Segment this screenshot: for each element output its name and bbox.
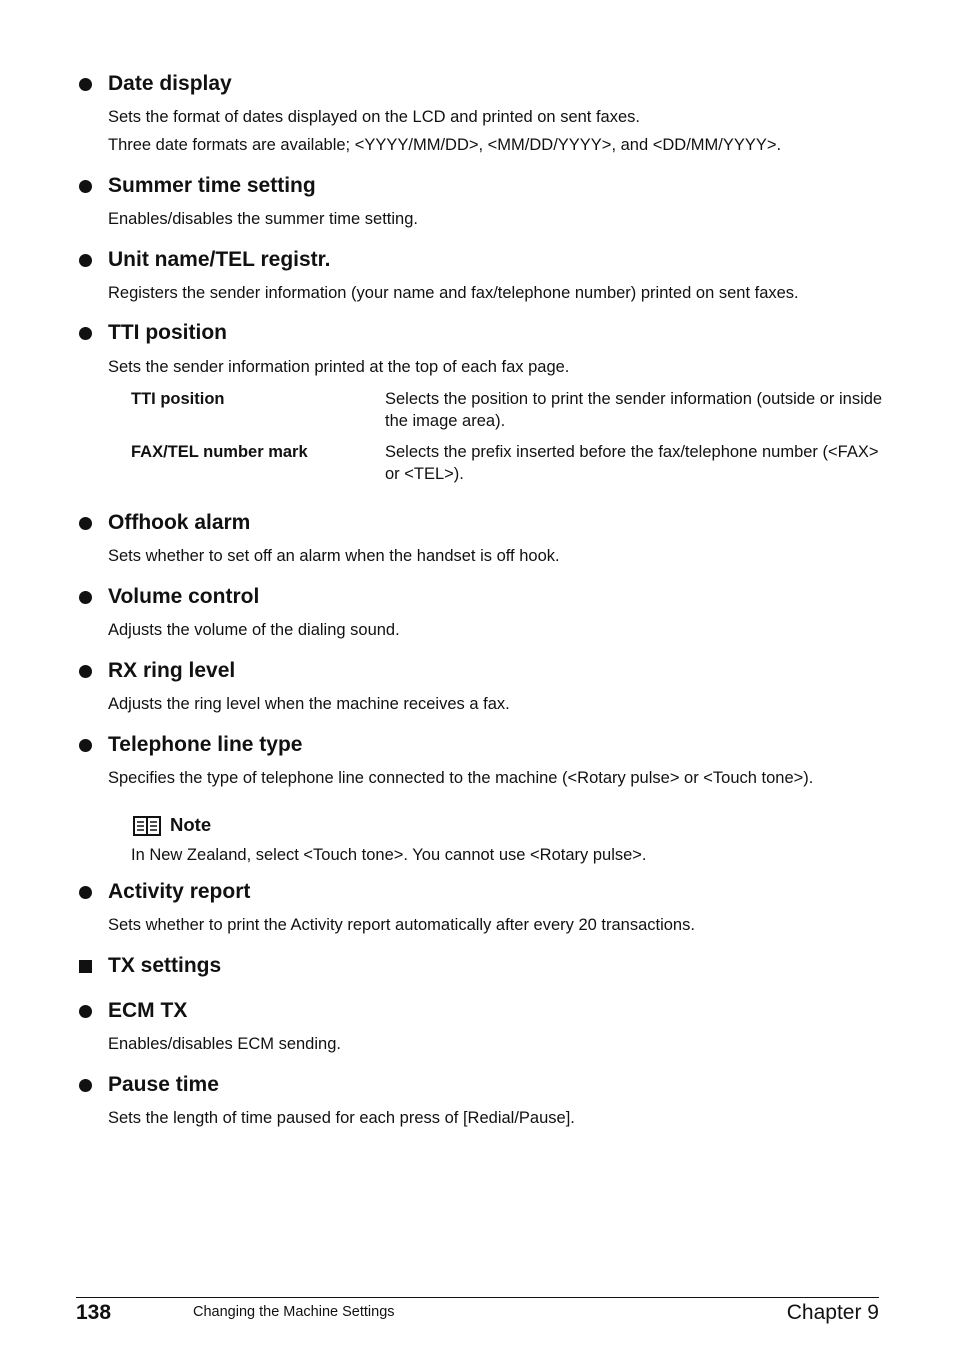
heading-tti-position: TTI position xyxy=(108,321,227,344)
table-term: FAX/TEL number mark xyxy=(131,443,308,461)
note-book-icon xyxy=(133,816,161,836)
footer-chapter: Chapter 9 xyxy=(786,1301,879,1324)
footer-divider xyxy=(76,1297,879,1298)
bullet-icon xyxy=(79,665,92,678)
heading-activity-report: Activity report xyxy=(108,880,251,903)
heading-telephone-line-type: Telephone line type xyxy=(108,733,303,756)
heading-volume-control: Volume control xyxy=(108,585,260,608)
paragraph: Sets the format of dates displayed on the LCD and printed on sent faxes. xyxy=(108,108,640,126)
paragraph: Sets the length of time paused for each press of [Redial/Pause]. xyxy=(108,1109,575,1127)
paragraph: Sets whether to set off an alarm when the handset is off hook. xyxy=(108,547,560,565)
heading-offhook-alarm: Offhook alarm xyxy=(108,511,251,534)
paragraph: Sets the sender information printed at the top of each fax page. xyxy=(108,358,570,376)
paragraph: Adjusts the volume of the dialing sound. xyxy=(108,621,400,639)
bullet-icon xyxy=(79,886,92,899)
paragraph: Registers the sender information (your name and fax/telephone number) printed on sent faxes. xyxy=(108,284,799,302)
heading-tx-settings: TX settings xyxy=(108,954,222,977)
heading-rx-ring-level: RX ring level xyxy=(108,659,236,682)
page-number: 138 xyxy=(76,1301,112,1324)
note-label: Note xyxy=(170,814,212,835)
bullet-icon xyxy=(79,739,92,752)
note-text: In New Zealand, select <Touch tone>. You cannot use <Rotary pulse>. xyxy=(131,846,647,864)
bullet-icon xyxy=(79,1005,92,1018)
footer-title: Changing the Machine Settings xyxy=(193,1304,395,1320)
heading-ecm-tx: ECM TX xyxy=(108,999,188,1022)
paragraph: Enables/disables ECM sending. xyxy=(108,1035,341,1053)
paragraph: Sets whether to print the Activity report automatically after every 20 transactions. xyxy=(108,916,695,934)
heading-summer-time-setting: Summer time setting xyxy=(108,174,316,197)
table-desc: Selects the position to print the sender information (outside or inside the image area). xyxy=(385,390,883,430)
bullet-icon xyxy=(79,327,92,340)
bullet-icon xyxy=(79,1079,92,1092)
bullet-icon xyxy=(79,591,92,604)
heading-unit-name-tel: Unit name/TEL registr. xyxy=(108,248,331,271)
paragraph: Specifies the type of telephone line connected to the machine (<Rotary pulse> or <Touch tone>). xyxy=(108,769,814,787)
bullet-icon xyxy=(79,180,92,193)
heading-date-display: Date display xyxy=(108,72,232,95)
square-bullet-icon xyxy=(79,960,92,973)
paragraph: Enables/disables the summer time setting. xyxy=(108,210,418,228)
heading-pause-time: Pause time xyxy=(108,1073,219,1096)
paragraph: Three date formats are available; <YYYY/MM/DD>, <MM/DD/YYYY>, and <DD/MM/YYYY>. xyxy=(108,136,782,154)
bullet-icon xyxy=(79,254,92,267)
bullet-icon xyxy=(79,78,92,91)
table-term: TTI position xyxy=(131,390,225,408)
paragraph: Adjusts the ring level when the machine receives a fax. xyxy=(108,695,510,713)
bullet-icon xyxy=(79,517,92,530)
table-desc: Selects the prefix inserted before the fax/telephone number (<FAX> or <TEL>). xyxy=(385,443,879,483)
